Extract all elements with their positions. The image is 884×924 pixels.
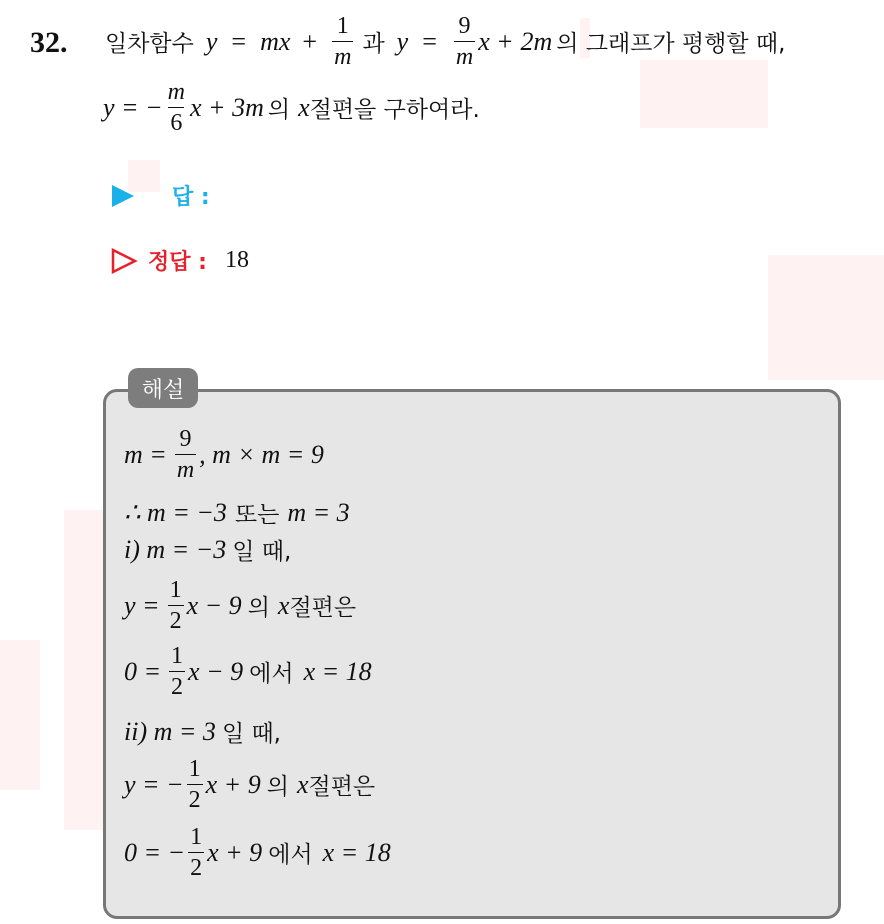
var-y: y xyxy=(396,26,409,56)
denominator: 6 xyxy=(168,107,184,135)
denominator: m xyxy=(454,41,475,69)
term-mx: mx xyxy=(260,26,291,56)
var-x: x xyxy=(298,92,310,122)
solution-line-3 xyxy=(124,533,291,566)
watermark-block xyxy=(768,255,884,380)
solution-text: 절편은 xyxy=(308,774,376,800)
equation-part: i) m = −3 xyxy=(124,534,227,564)
denominator: 2 xyxy=(168,605,184,633)
equation-rest: x + 3m xyxy=(189,92,264,122)
correct-answer-row xyxy=(110,245,249,276)
equals-sign: = xyxy=(231,26,247,56)
problem-line-1 xyxy=(105,14,785,69)
solution-text: 의 xyxy=(266,774,289,800)
numerator: 1 xyxy=(190,824,203,850)
equation-part: m = 3 xyxy=(287,497,350,527)
numerator: 1 xyxy=(336,13,349,39)
watermark-block xyxy=(64,510,104,830)
equation-lhs: m = xyxy=(124,439,167,469)
solution-text: 에서 xyxy=(268,842,313,868)
equation-rest: x − 9 xyxy=(186,590,242,620)
problem-text: 일차함수 xyxy=(105,31,194,57)
equals-sign: = xyxy=(422,26,437,56)
solution-text: 일 때, xyxy=(221,721,281,747)
equation-lhs: 0 = − xyxy=(124,837,186,867)
equation-rest: , m × m = 9 xyxy=(199,439,324,469)
solution-text: 또는 xyxy=(234,502,280,528)
equation-rest: x + 9 xyxy=(205,769,261,799)
denominator: m xyxy=(332,41,353,69)
denominator: m xyxy=(175,454,196,482)
outline-play-icon xyxy=(110,247,138,275)
term-2m: 2m xyxy=(520,26,553,56)
equation-rest: x − 9 xyxy=(188,656,244,686)
equation-part: ii) m = 3 xyxy=(124,716,216,746)
problem-text: 의 그래프가 평행할 때, xyxy=(556,31,786,57)
fraction xyxy=(332,14,353,69)
solution-line-1 xyxy=(124,427,324,482)
correct-answer-value: 18 xyxy=(224,247,249,273)
numerator: 1 xyxy=(171,643,184,669)
fraction xyxy=(168,578,184,633)
solution-text: 에서 xyxy=(249,661,294,687)
equation-lhs: y = xyxy=(124,590,160,620)
plus-sign: + xyxy=(497,26,513,56)
numerator: 9 xyxy=(179,426,192,452)
fraction xyxy=(166,80,187,135)
solution-line-4 xyxy=(124,578,356,633)
var-x: x xyxy=(478,26,490,56)
var-x: x xyxy=(277,590,290,620)
equation-part: ∴ m = −3 xyxy=(124,497,227,527)
solution-text: 일 때, xyxy=(232,539,292,565)
equation-lhs: y = − xyxy=(103,92,163,122)
solution-text: 의 xyxy=(247,595,270,621)
solution-text: 절편은 xyxy=(289,595,357,621)
numerator: 1 xyxy=(169,577,182,603)
problem-text: 의 xyxy=(267,97,291,123)
answer-row xyxy=(110,180,210,211)
fraction xyxy=(175,427,196,482)
watermark-block xyxy=(0,640,40,790)
plus-sign: + xyxy=(302,26,318,56)
solution-line-8 xyxy=(124,825,391,880)
solution-line-6 xyxy=(124,715,281,748)
var-y: y xyxy=(205,26,218,56)
problem-number: 32. xyxy=(30,26,68,59)
fraction xyxy=(454,14,475,69)
denominator: 2 xyxy=(188,852,204,880)
answer-label: 답 : xyxy=(172,185,210,210)
numerator: m xyxy=(167,79,185,105)
fraction xyxy=(187,757,203,812)
fraction xyxy=(169,644,185,699)
equation-rest: x + 9 xyxy=(207,837,263,867)
equation-lhs: 0 = xyxy=(124,656,162,686)
equation-result: x = 18 xyxy=(322,837,391,867)
problem-text: 절편을 구하여라. xyxy=(309,97,480,123)
solution-tag: 해설 xyxy=(128,368,198,408)
numerator: 9 xyxy=(458,13,471,39)
solution-line-5 xyxy=(124,644,372,699)
solution-line-2 xyxy=(124,496,350,529)
var-x: x xyxy=(296,769,309,799)
watermark-block xyxy=(640,60,768,128)
problem-text: 과 xyxy=(362,31,385,57)
problem-line-2 xyxy=(103,80,480,135)
fraction xyxy=(188,825,204,880)
denominator: 2 xyxy=(169,671,185,699)
solution-line-7 xyxy=(124,757,375,812)
equation-lhs: y = − xyxy=(124,769,184,799)
numerator: 1 xyxy=(188,756,201,782)
equation-result: x = 18 xyxy=(303,656,372,686)
correct-answer-label: 정답 : xyxy=(148,250,207,275)
denominator: 2 xyxy=(187,784,203,812)
play-icon xyxy=(110,183,136,209)
